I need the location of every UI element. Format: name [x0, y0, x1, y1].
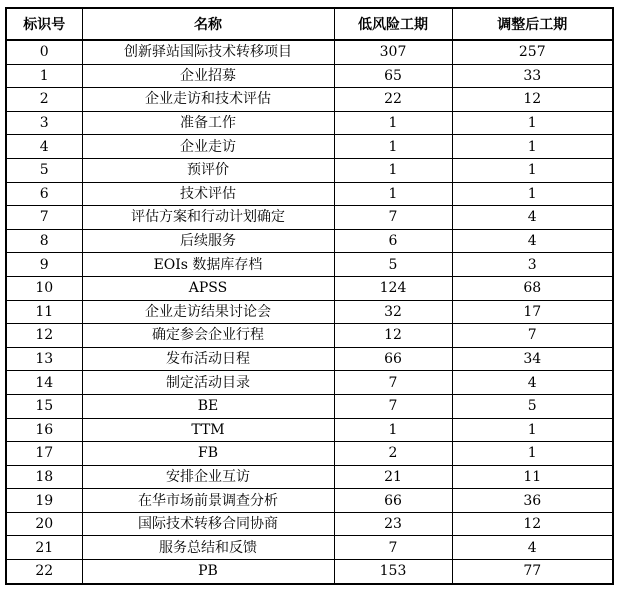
cell-name: TTM	[82, 418, 334, 442]
cell-low-risk-duration: 1	[334, 135, 452, 159]
table-row	[6, 253, 613, 277]
cell-adjusted-duration: 1	[452, 442, 613, 466]
cell-name: 制定活动目录	[82, 371, 334, 395]
cell-name: BE	[82, 394, 334, 418]
cell-name: 企业走访和技术评估	[82, 88, 334, 112]
cell-low-risk-duration: 5	[334, 253, 452, 277]
header-name: 名称	[82, 8, 334, 40]
cell-adjusted-duration: 1	[452, 111, 613, 135]
header-id: 标识号	[6, 8, 82, 40]
header-adjusted-duration: 调整后工期	[452, 8, 613, 40]
cell-id: 19	[6, 489, 82, 513]
schedule-table-container	[5, 7, 612, 585]
cell-name: EOIs 数据库存档	[82, 253, 334, 277]
cell-low-risk-duration: 124	[334, 276, 452, 300]
cell-low-risk-duration: 2	[334, 442, 452, 466]
cell-adjusted-duration: 4	[452, 536, 613, 560]
cell-id: 22	[6, 560, 82, 584]
cell-id: 20	[6, 512, 82, 536]
cell-id: 11	[6, 300, 82, 324]
cell-name: 发布活动日程	[82, 347, 334, 371]
cell-low-risk-duration: 12	[334, 324, 452, 348]
cell-adjusted-duration: 1	[452, 182, 613, 206]
cell-low-risk-duration: 66	[334, 489, 452, 513]
cell-adjusted-duration: 12	[452, 512, 613, 536]
cell-adjusted-duration: 1	[452, 418, 613, 442]
table-row	[6, 442, 613, 466]
cell-name: FB	[82, 442, 334, 466]
cell-id: 6	[6, 182, 82, 206]
cell-name: 安排企业互访	[82, 465, 334, 489]
table-row	[6, 206, 613, 230]
cell-low-risk-duration: 22	[334, 88, 452, 112]
cell-id: 10	[6, 276, 82, 300]
cell-id: 4	[6, 135, 82, 159]
cell-id: 15	[6, 394, 82, 418]
cell-name: 创新驿站国际技术转移项目	[82, 40, 334, 64]
cell-adjusted-duration: 1	[452, 135, 613, 159]
cell-adjusted-duration: 77	[452, 560, 613, 584]
cell-id: 1	[6, 64, 82, 88]
table-row	[6, 40, 613, 64]
cell-adjusted-duration: 4	[452, 371, 613, 395]
cell-name: PB	[82, 560, 334, 584]
cell-id: 14	[6, 371, 82, 395]
cell-low-risk-duration: 7	[334, 371, 452, 395]
table-row	[6, 135, 613, 159]
cell-name: 在华市场前景调查分析	[82, 489, 334, 513]
cell-adjusted-duration: 1	[452, 158, 613, 182]
cell-name: 企业招募	[82, 64, 334, 88]
table-row	[6, 536, 613, 560]
cell-adjusted-duration: 3	[452, 253, 613, 277]
cell-name: 准备工作	[82, 111, 334, 135]
cell-adjusted-duration: 5	[452, 394, 613, 418]
cell-id: 21	[6, 536, 82, 560]
cell-name: 国际技术转移合同协商	[82, 512, 334, 536]
table-row	[6, 111, 613, 135]
cell-name: 技术评估	[82, 182, 334, 206]
cell-adjusted-duration: 17	[452, 300, 613, 324]
cell-low-risk-duration: 7	[334, 206, 452, 230]
cell-id: 2	[6, 88, 82, 112]
cell-id: 0	[6, 40, 82, 64]
cell-adjusted-duration: 33	[452, 64, 613, 88]
table-row	[6, 229, 613, 253]
schedule-table	[5, 7, 614, 585]
cell-low-risk-duration: 1	[334, 418, 452, 442]
table-row	[6, 64, 613, 88]
cell-name: 企业走访	[82, 135, 334, 159]
cell-adjusted-duration: 11	[452, 465, 613, 489]
table-row	[6, 182, 613, 206]
cell-low-risk-duration: 65	[334, 64, 452, 88]
cell-low-risk-duration: 6	[334, 229, 452, 253]
cell-name: 服务总结和反馈	[82, 536, 334, 560]
cell-id: 5	[6, 158, 82, 182]
cell-id: 9	[6, 253, 82, 277]
table-row	[6, 371, 613, 395]
cell-adjusted-duration: 34	[452, 347, 613, 371]
cell-name: 后续服务	[82, 229, 334, 253]
cell-name: APSS	[82, 276, 334, 300]
cell-id: 8	[6, 229, 82, 253]
table-row	[6, 489, 613, 513]
cell-low-risk-duration: 21	[334, 465, 452, 489]
cell-adjusted-duration: 7	[452, 324, 613, 348]
table-row	[6, 465, 613, 489]
cell-low-risk-duration: 7	[334, 536, 452, 560]
cell-low-risk-duration: 1	[334, 111, 452, 135]
cell-low-risk-duration: 66	[334, 347, 452, 371]
table-row	[6, 276, 613, 300]
cell-adjusted-duration: 4	[452, 229, 613, 253]
cell-low-risk-duration: 32	[334, 300, 452, 324]
cell-id: 7	[6, 206, 82, 230]
cell-name: 评估方案和行动计划确定	[82, 206, 334, 230]
cell-adjusted-duration: 68	[452, 276, 613, 300]
cell-low-risk-duration: 7	[334, 394, 452, 418]
cell-low-risk-duration: 1	[334, 158, 452, 182]
cell-name: 预评价	[82, 158, 334, 182]
cell-id: 17	[6, 442, 82, 466]
table-row	[6, 347, 613, 371]
header-row	[6, 8, 613, 40]
cell-id: 13	[6, 347, 82, 371]
cell-id: 18	[6, 465, 82, 489]
table-row	[6, 560, 613, 584]
cell-name: 确定参会企业行程	[82, 324, 334, 348]
cell-adjusted-duration: 4	[452, 206, 613, 230]
cell-adjusted-duration: 12	[452, 88, 613, 112]
cell-low-risk-duration: 153	[334, 560, 452, 584]
table-row	[6, 394, 613, 418]
cell-adjusted-duration: 257	[452, 40, 613, 64]
table-row	[6, 88, 613, 112]
cell-adjusted-duration: 36	[452, 489, 613, 513]
cell-low-risk-duration: 1	[334, 182, 452, 206]
cell-id: 16	[6, 418, 82, 442]
cell-id: 3	[6, 111, 82, 135]
table-row	[6, 324, 613, 348]
cell-id: 12	[6, 324, 82, 348]
cell-name: 企业走访结果讨论会	[82, 300, 334, 324]
table-row	[6, 158, 613, 182]
table-body	[6, 40, 613, 584]
cell-low-risk-duration: 307	[334, 40, 452, 64]
header-low-risk-duration: 低风险工期	[334, 8, 452, 40]
table-row	[6, 418, 613, 442]
table-row	[6, 512, 613, 536]
table-row	[6, 300, 613, 324]
cell-low-risk-duration: 23	[334, 512, 452, 536]
